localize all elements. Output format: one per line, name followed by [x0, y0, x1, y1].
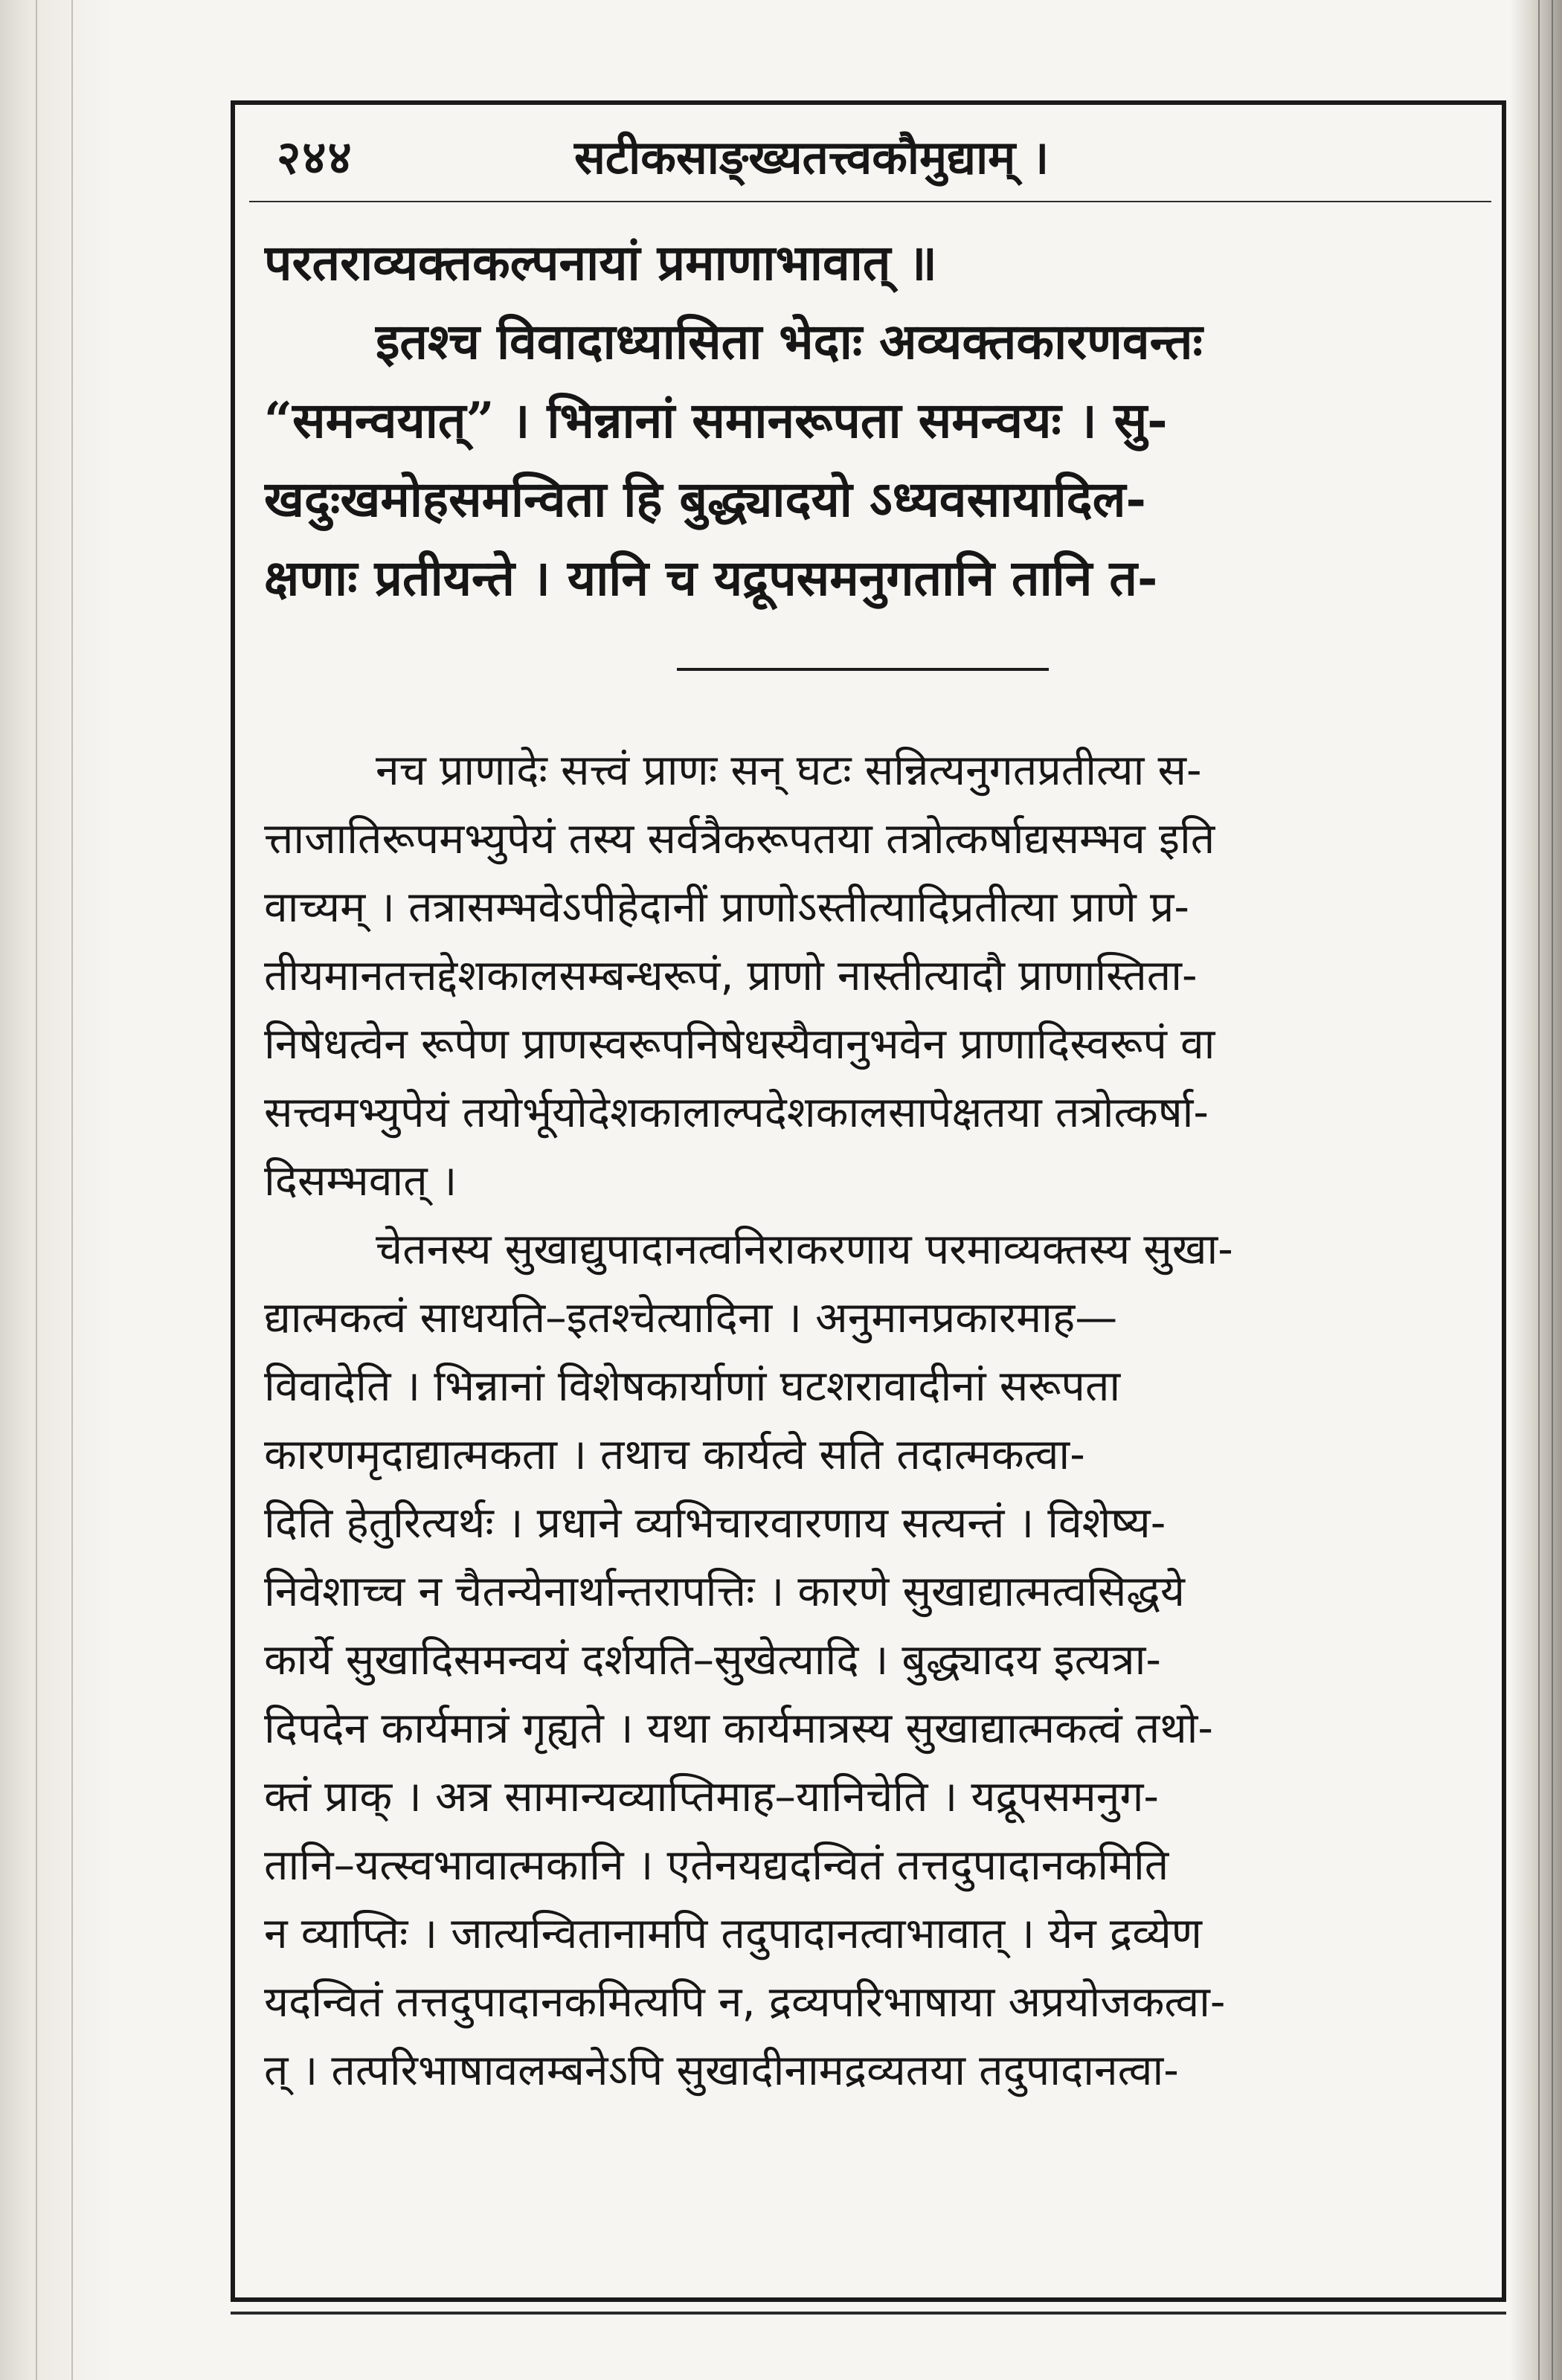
commentary-line: दिसम्भवात् । [264, 1157, 457, 1206]
mula-line: इतश्च विवादाध्यासिता भेदाः अव्यक्तकारणवन्तः [376, 312, 1203, 370]
commentary-line: तीयमानतत्तद्देशकालसम्बन्धरूपं, प्राणो नास्तीत्यादौ प्राणास्तिता- [264, 951, 1198, 1000]
commentary-line: त् । तत्परिभाषावलम्बनेऽपि सुखादीनामद्रव्यतया तदुपादानत्वा- [264, 2046, 1179, 2095]
page-edge-shadow [1510, 0, 1562, 2380]
commentary-line: नच प्राणादेः सत्त्वं प्राणः सन् घटः सन्नित्यनुगतप्रतीत्या स- [376, 746, 1202, 795]
commentary-line: वाच्यम् । तत्रासम्भवेऽपीहेदानीं प्राणोऽस्तीत्यादिप्रतीत्या प्राणे प्र- [264, 883, 1189, 932]
page-edge-line [1538, 0, 1540, 2380]
frame-bottom-rule [231, 2312, 1506, 2315]
gutter-line [36, 0, 37, 2380]
commentary-line: दिपदेन कार्यमात्रं गृह्यते । यथा कार्यमात्रस्य सुखाद्यात्मकत्वं तथो- [264, 1704, 1213, 1753]
commentary-line: न व्याप्तिः । जात्यन्वितानामपि तदुपादानत्वाभावात् । येन द्रव्येण [264, 1909, 1202, 1958]
commentary-line: निवेशाच्च न चैतन्येनार्थान्तरापत्तिः । कारणे सुखाद्यात्मत्वसिद्धये [264, 1567, 1185, 1616]
commentary-line: कार्ये सुखादिसमन्वयं दर्शयति–सुखेत्यादि । बुद्ध्यादय इत्यत्रा- [264, 1636, 1161, 1685]
mula-text-block [264, 223, 1484, 617]
commentary-line: त्ताजातिरूपमभ्युपेयं तस्य सर्वत्रैकरूपतया तत्रोत्कर्षाद्यसम्भव इति [264, 814, 1215, 863]
mula-line: परतराव्यक्तकल्पनायां प्रमाणाभावात् ॥ [264, 234, 937, 292]
header-rule [249, 201, 1491, 202]
commentary-line: यदन्वितं तत्तदुपादानकमित्यपि न, द्रव्यपरिभाषाया अप्रयोजकत्वा- [264, 1978, 1226, 2027]
commentary-line: कारणमृदाद्यात्मकता । तथाच कार्यत्वे सति तदात्मकत्वा- [264, 1430, 1085, 1479]
commentary-line: द्यात्मकत्वं साधयति–इतश्चेत्यादिना । अनुमानप्रकारमाह— [264, 1293, 1118, 1342]
commentary-line: चेतनस्य सुखाद्युपादानत्वनिराकरणाय परमाव्यक्तस्य सुखा- [376, 1225, 1233, 1274]
section-divider [677, 668, 1049, 671]
commentary-text-block [264, 736, 1484, 2105]
mula-line: खदुःखमोहसमन्विता हि बुद्ध्यादयो ऽध्यवसायादिल- [264, 470, 1146, 528]
commentary-line: दिति हेतुरित्यर्थः । प्रधाने व्यभिचारवारणाय सत्यन्तं । विशेष्य- [264, 1499, 1166, 1548]
page-edge-line [1552, 0, 1553, 2380]
commentary-line: विवादेति । भिन्नानां विशेषकार्याणां घटशरावादीनां सरूपता [264, 1362, 1121, 1411]
mula-line: “समन्वयात्” । भिन्नानां समानरूपता समन्वयः । सु- [264, 391, 1168, 449]
binding-gutter [0, 0, 112, 2380]
commentary-line: सत्त्वमभ्युपेयं तयोर्भूयोदेशकालाल्पदेशकालसापेक्षतया तत्रोत्कर्षा- [264, 1088, 1209, 1137]
mula-line: क्षणाः प्रतीयन्ते । यानि च यद्रूपसमनुगतानि तानि त- [264, 549, 1158, 607]
page-header [277, 125, 1467, 192]
commentary-line: क्तं प्राक् । अत्र सामान्यव्याप्तिमाह–यानिचेति । यद्रूपसमनुग- [264, 1772, 1159, 1821]
commentary-line: निषेधत्वेन रूपेण प्राणस्वरूपनिषेधस्यैवानुभवेन प्राणादिस्वरूपं वा [264, 1020, 1215, 1069]
running-title: सटीकसाङ्ख्यतत्त्वकौमुद्याम् । [574, 130, 1050, 184]
gutter-line [71, 0, 73, 2380]
commentary-line: तानि–यत्स्वभावात्मकानि । एतेनयद्यदन्वितं तत्तदुपादानकमिति [264, 1841, 1169, 1890]
page-number: २४४ [277, 130, 353, 184]
